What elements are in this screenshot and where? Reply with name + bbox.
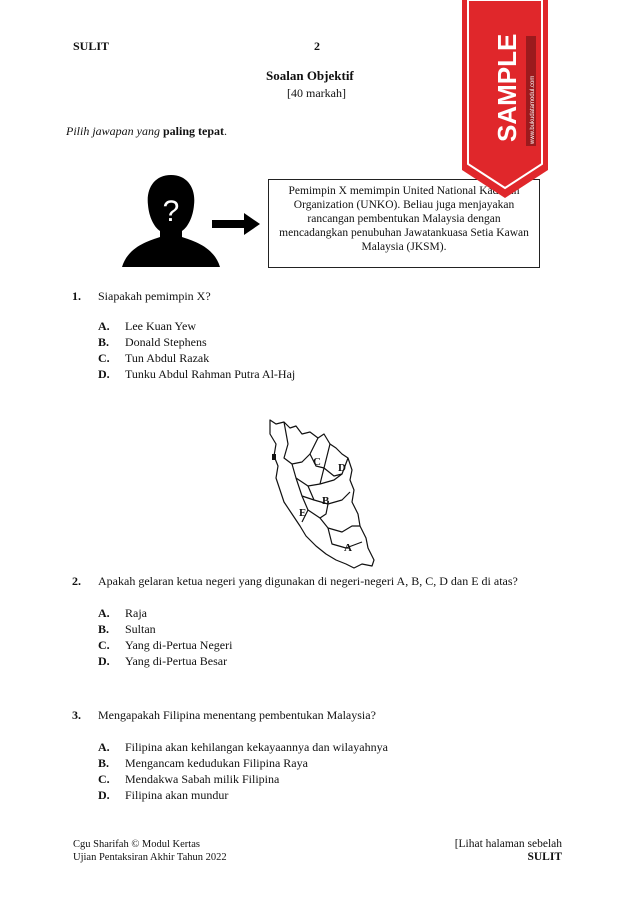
option-2c [0,638,635,654]
option-3a [0,740,635,756]
option-text: Tun Abdul Razak [125,351,210,365]
page-number: 2 [314,39,320,53]
footer-next-page: [Lihat halaman sebelah [454,838,562,850]
option-3b [0,756,635,772]
question-1-number: 1. [72,289,81,303]
instruction-suffix: . [224,124,228,138]
option-1c [0,351,635,367]
option-3d [0,788,635,804]
map-label-e: E [299,507,307,519]
question-1-options [0,319,635,383]
option-2a [0,606,635,622]
sample-sublabel: www.bukudatamodul.com [530,75,536,144]
map-label-d: D [338,462,346,474]
footer-exam: Ujian Pentaksiran Akhir Tahun 2022 [73,852,227,863]
option-letter: D. [98,367,110,381]
option-1d [0,367,635,383]
map-label-c: C [313,456,321,468]
instruction-prefix: Pilih jawapan yang [66,124,163,138]
option-1b [0,335,635,351]
option-text: Mendakwa Sabah milik Filipina [125,772,280,786]
option-letter: B. [98,756,110,770]
question-2 [72,574,81,589]
question-2-options [0,606,635,670]
footer-left [73,838,227,864]
arrow-right-icon [212,211,262,237]
option-letter: D. [98,654,110,668]
option-letter: A. [98,319,110,333]
option-text: Tunku Abdul Rahman Putra Al-Haj [125,367,296,381]
instruction [66,124,227,139]
option-text: Filipina akan mundur [125,788,229,802]
option-text: Mengancam kedudukan Filipina Raya [125,756,308,770]
info-box: Pemimpin X memimpin United National Kadazan Organization (UNKO). Beliau juga menjayakan rancangan pembentukan Malaysia dengan mencadangkan penubuhan Jawatankuasa Setia Kawan Malaysia (JKSM). [268,179,540,268]
option-text: Yang di-Pertua Negeri [125,638,233,652]
option-1a [0,319,635,335]
option-text: Lee Kuan Yew [125,319,196,333]
option-letter: C. [98,351,110,365]
footer-sulit: SULIT [527,851,562,863]
question-2-text: Apakah gelaran ketua negeri yang digunakan di negeri-negeri A, B, C, D dan E di atas? [98,574,518,588]
header-sulit: SULIT [73,39,110,53]
option-text: Yang di-Pertua Besar [125,654,228,668]
option-text: Raja [125,606,147,620]
footer-credit: Cgu Sharifah © Modul Kertas [73,839,200,850]
option-2b [0,622,635,638]
option-text: Donald Stephens [125,335,207,349]
sample-label: SAMPLE [492,33,522,142]
question-1-text: Siapakah pemimpin X? [98,289,211,303]
question-mark: ? [162,195,180,228]
option-letter: D. [98,788,110,802]
option-text: Sultan [125,622,156,636]
question-3 [72,708,81,723]
question-3-options [0,740,635,804]
peninsular-malaysia-map [262,414,382,574]
option-letter: B. [98,622,110,636]
question-2-number: 2. [72,574,81,588]
option-letter: C. [98,638,110,652]
option-3c [0,772,635,788]
map-label-a: A [344,542,352,554]
option-letter: A. [98,740,110,754]
silhouette-person-icon [118,173,224,269]
question-1 [72,289,81,304]
option-text: Filipina akan kehilangan kekayaannya dan wilayahnya [125,740,388,754]
question-3-text: Mengapakah Filipina menentang pembentukan Malaysia? [98,708,376,722]
option-letter: C. [98,772,110,786]
penang-island [272,454,276,460]
instruction-emphasis: paling tepat [163,124,225,138]
question-3-number: 3. [72,708,81,722]
sample-badge-icon [460,0,550,200]
section-title: Soalan Objektif [266,68,354,83]
option-letter: B. [98,335,110,349]
option-letter: A. [98,606,110,620]
section-marks: [40 markah] [287,86,346,100]
footer-right [452,838,562,864]
map-label-b: B [322,495,330,507]
option-2d [0,654,635,670]
